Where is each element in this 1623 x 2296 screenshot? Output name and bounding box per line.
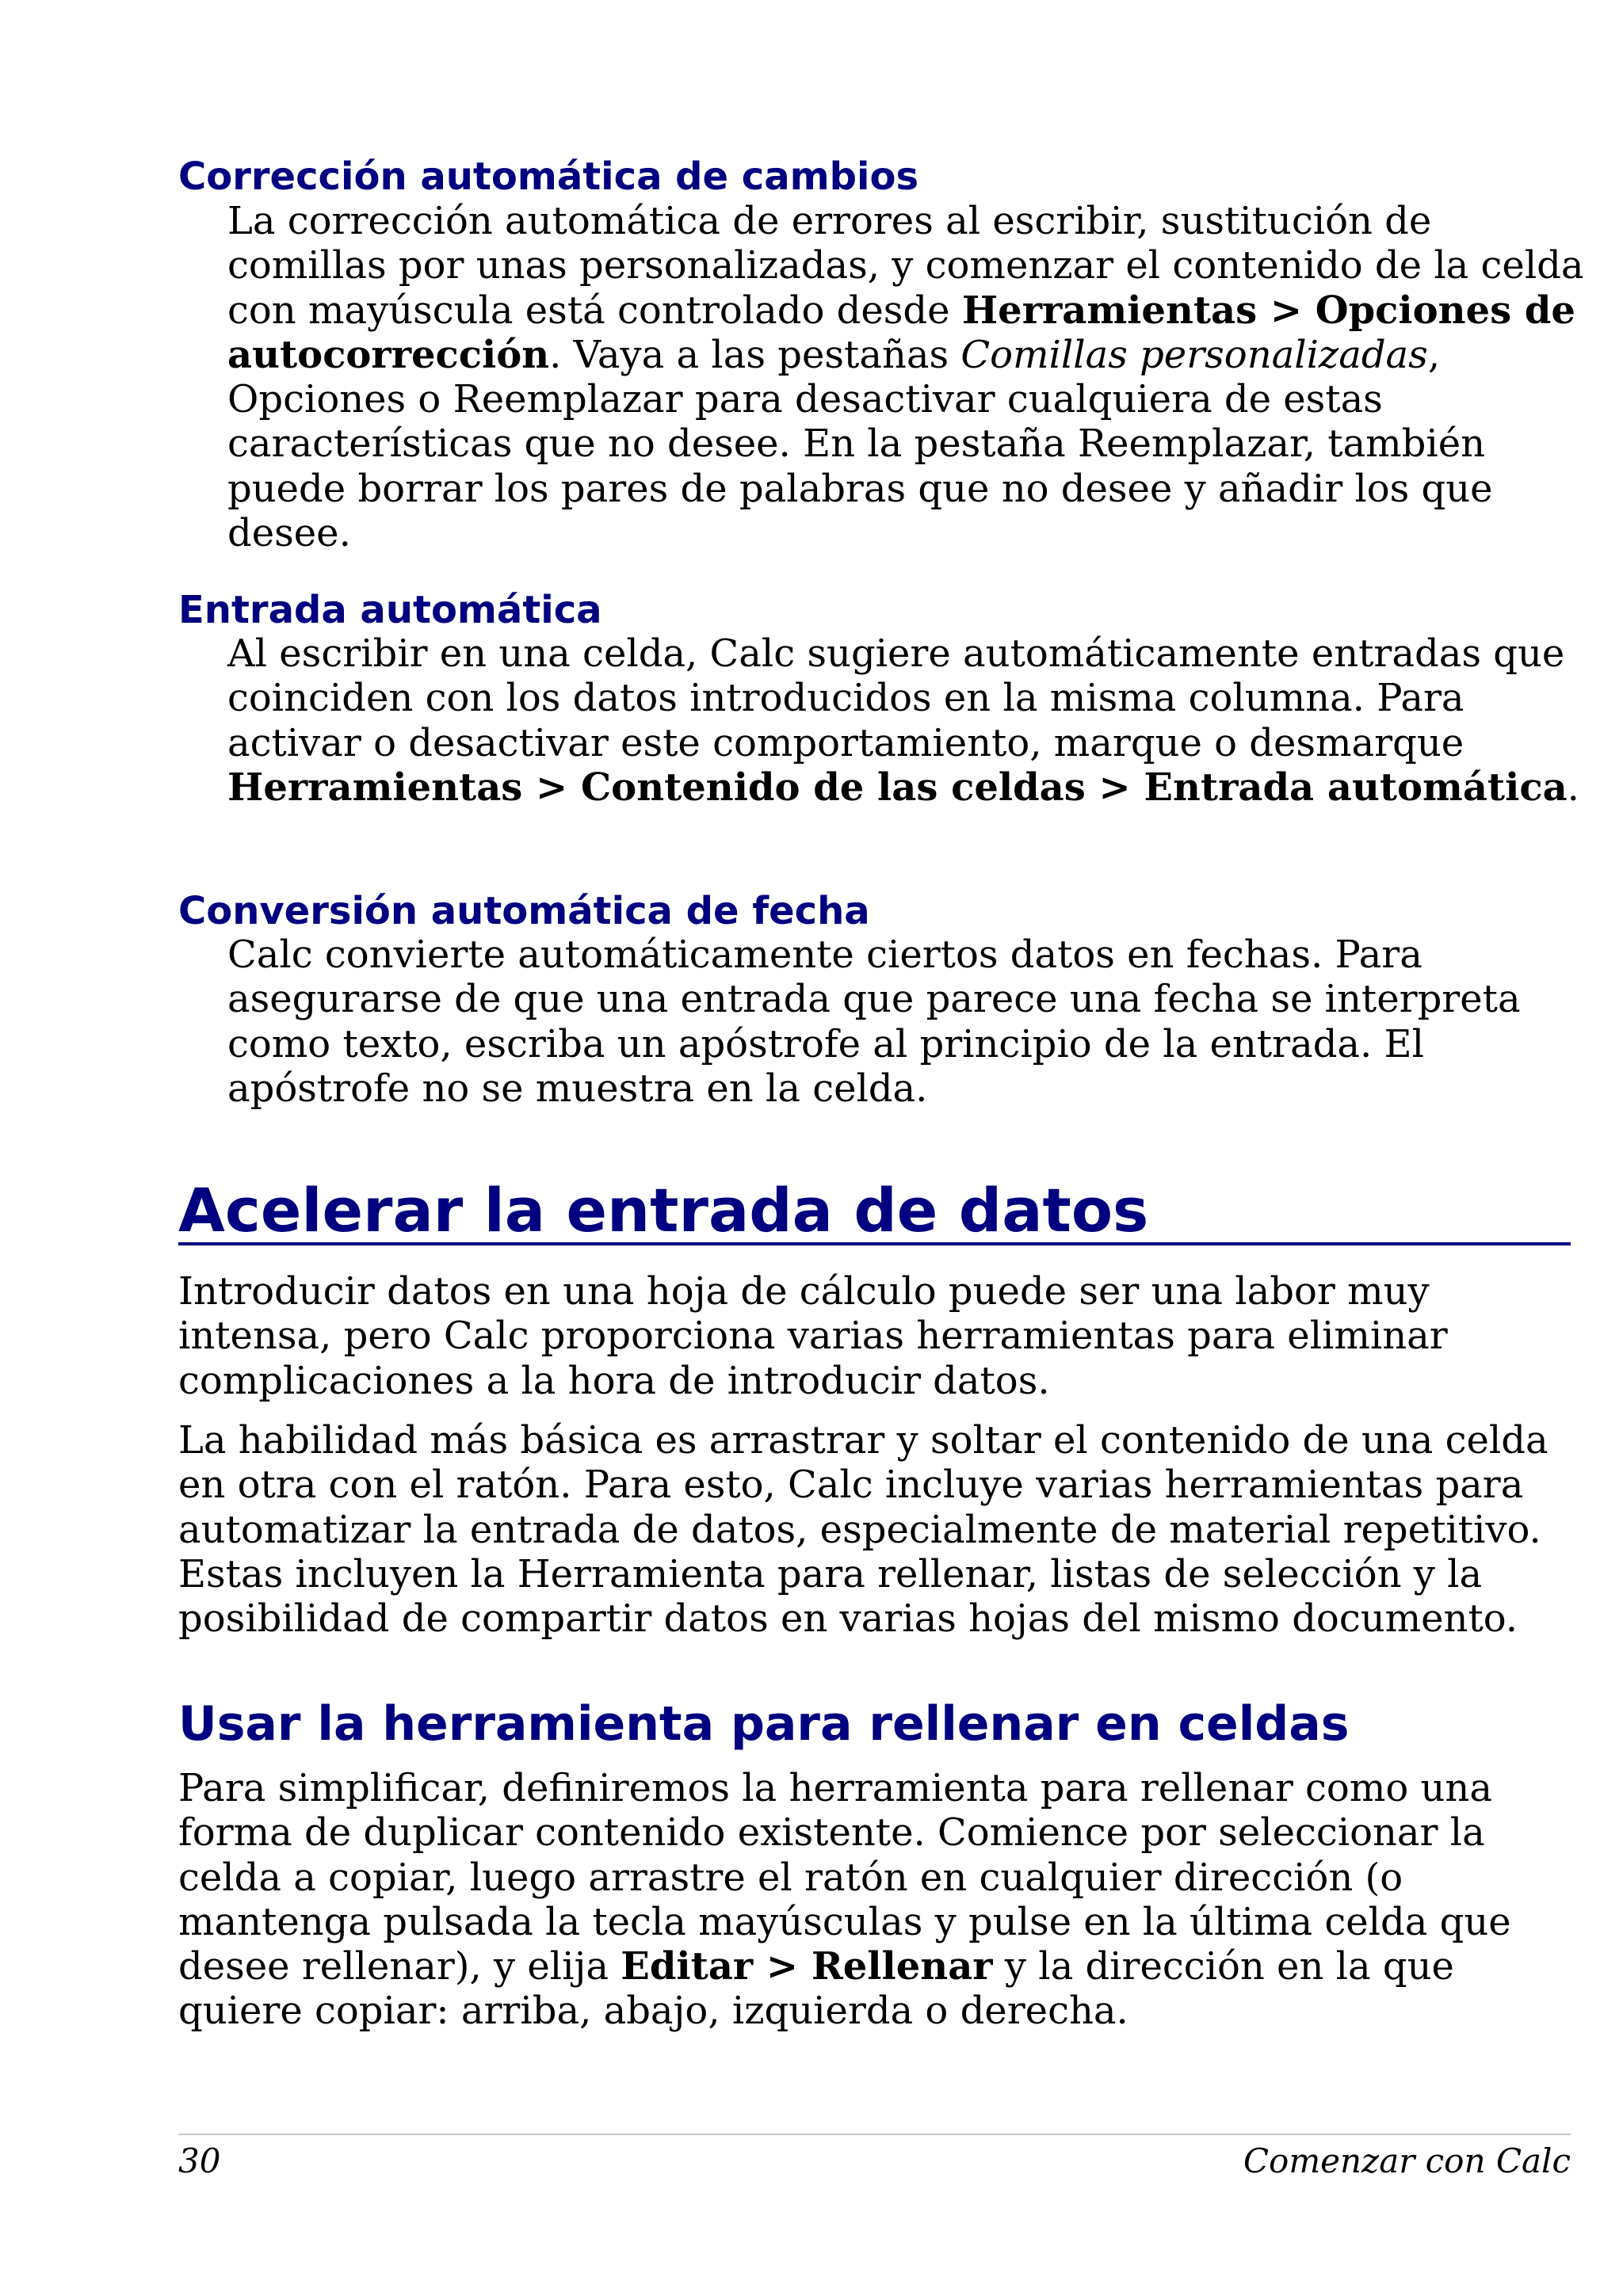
heading-entrada-automatica: Entrada automática bbox=[178, 588, 602, 632]
heading-conversion-fecha: Conversión automática de fecha bbox=[178, 889, 870, 933]
text-run: , Opciones o Reemplazar para desactivar cualquiera de estas características que no desee. En la pestaña Reemplazar, también puede borrar los pares de palabras que no desee y añadir los que desee. bbox=[227, 332, 1493, 556]
text-run: La corrección automática de errores al escribir, sustitución de comillas por unas personalizadas, y comenzar el contenido de la celda con mayúscula está controlado desde bbox=[227, 199, 1584, 333]
text-run: . bbox=[1567, 765, 1579, 810]
text-run: Para simplificar, definiremos la herramienta para rellenar como una forma de duplicar contenido existente. Comience por seleccionar la celda a copiar, luego arrastre el ratón en cualquier dirección (o mantenga pulsada la tecla mayúsculas y pulse en la última celda que desee rellenar), y elija bbox=[178, 1766, 1511, 1989]
paragraph-entrada-automatica bbox=[227, 631, 1591, 810]
paragraph-acelerar-intro: Introducir datos en una hoja de cálculo puede ser una labor muy intensa, pero Calc proporciona varias herramientas para eliminar complicaciones a la hora de introducir datos. bbox=[178, 1269, 1448, 1403]
menu-path-bold: Herramientas > Opciones de autocorrección bbox=[227, 288, 1575, 377]
heading-acelerar-entrada: Acelerar la entrada de datos bbox=[178, 1171, 1571, 1245]
tab-name-italic: Comillas personalizadas bbox=[960, 332, 1428, 377]
paragraph-conversion-fecha: Calc convierte automáticamente ciertos datos en fechas. Para asegurarse de que una entrada que parece una fecha se interpreta como texto, escriba un apóstrofe al principio de la entrada. El apóstrofe no se muestra en la celda. bbox=[227, 933, 1521, 1111]
text-run: Al escribir en una celda, Calc sugiere automáticamente entradas que coinciden con los datos introducidos en la misma columna. Para activar o desactivar este comportamiento, marque o desmarque bbox=[227, 631, 1565, 765]
text-run: y la dirección en la que quiere copiar: arriba, abajo, izquierda o derecha. bbox=[178, 1944, 1454, 2034]
menu-path-bold: Herramientas > Contenido de las celdas > Entrada automática bbox=[227, 765, 1568, 810]
menu-path-bold: Editar > Rellenar bbox=[621, 1944, 993, 1989]
text-run: . Vaya a las pestañas bbox=[549, 332, 961, 377]
footer-divider bbox=[178, 2134, 1571, 2135]
paragraph-herramienta-rellenar bbox=[178, 1766, 1573, 2034]
heading-herramienta-rellenar: Usar la herramienta para rellenar en celdas bbox=[178, 1696, 1350, 1752]
paragraph-correccion-automatica bbox=[227, 199, 1591, 555]
paragraph-acelerar-habilidad: La habilidad más básica es arrastrar y soltar el contenido de una celda en otra con el ratón. Para esto, Calc incluye varias herramientas para automatizar la entrada de datos, especialmente de material repetitivo. Estas incluyen la Herramienta para rellenar, listas de selección y la posibilidad de compartir datos en varias hojas del mismo documento. bbox=[178, 1418, 1549, 1642]
footer-page-number: 30 bbox=[178, 2142, 221, 2180]
heading-correccion-automatica: Corrección automática de cambios bbox=[178, 154, 919, 199]
footer-book-title: Comenzar con Calc bbox=[1243, 2142, 1571, 2180]
